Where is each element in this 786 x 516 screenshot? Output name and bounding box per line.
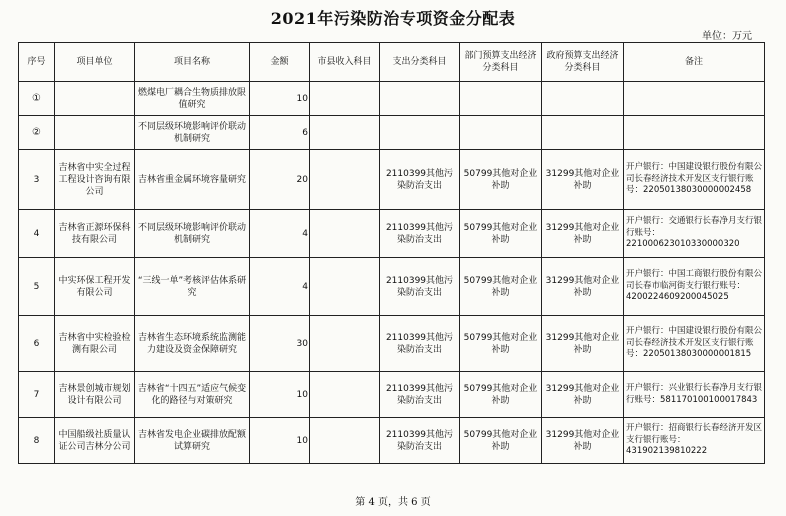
amount: 10 <box>250 82 310 116</box>
dept-budget-subject: 50799其他对企业补助 <box>460 316 542 372</box>
amount: 10 <box>250 372 310 418</box>
remark: 开户银行：交通银行长春净月支行银行账号：221000623010330000320 <box>624 210 765 258</box>
remark: 开户银行：中国建设银行股份有限公司长春经济技术开发区支行银行账号：22050138030000001815 <box>624 316 765 372</box>
revenue-subject <box>310 150 380 210</box>
amount: 20 <box>250 150 310 210</box>
remark <box>624 116 765 150</box>
expense-subject <box>380 82 460 116</box>
table-row <box>19 418 765 464</box>
dept-budget-subject: 50799其他对企业补助 <box>460 258 542 316</box>
table-row <box>19 82 765 116</box>
row-number: 8 <box>19 418 55 464</box>
expense-subject: 2110399其他污染防治支出 <box>380 372 460 418</box>
gov-budget-subject: 31299其他对企业补助 <box>542 418 624 464</box>
expense-subject <box>380 116 460 150</box>
project-name: 不同层级环境影响评价联动机制研究 <box>135 116 250 150</box>
row-number: ① <box>19 82 55 116</box>
gov-budget-subject: 31299其他对企业补助 <box>542 150 624 210</box>
project-unit: 中国船级社质量认证公司吉林分公司 <box>55 418 135 464</box>
table-row <box>19 372 765 418</box>
project-unit: 吉林省中实全过程工程设计咨询有限公司 <box>55 150 135 210</box>
revenue-subject <box>310 316 380 372</box>
project-unit <box>55 116 135 150</box>
amount: 6 <box>250 116 310 150</box>
project-unit <box>55 82 135 116</box>
project-unit: 吉林省中实检验检测有限公司 <box>55 316 135 372</box>
gov-budget-subject <box>542 82 624 116</box>
gov-budget-subject: 31299其他对企业补助 <box>542 258 624 316</box>
revenue-subject <box>310 258 380 316</box>
dept-budget-subject <box>460 116 542 150</box>
project-name: 吉林省“十四五”适应气候变化的路径与对策研究 <box>135 372 250 418</box>
project-unit: 吉林省正源环保科技有限公司 <box>55 210 135 258</box>
dept-budget-subject: 50799其他对企业补助 <box>460 418 542 464</box>
row-number: 3 <box>19 150 55 210</box>
header-cell: 政府预算支出经济分类科目 <box>542 43 624 82</box>
remark: 开户银行：中国工商银行股份有限公司长春市临河街支行银行账号：4200224609200045025 <box>624 258 765 316</box>
dept-budget-subject: 50799其他对企业补助 <box>460 210 542 258</box>
revenue-subject <box>310 210 380 258</box>
header-cell: 市县收入科目 <box>310 43 380 82</box>
revenue-subject <box>310 116 380 150</box>
header-cell: 项目名称 <box>135 43 250 82</box>
allocation-table <box>18 42 765 464</box>
row-number: ② <box>19 116 55 150</box>
revenue-subject <box>310 372 380 418</box>
project-name: 不同层级环境影响评价联动机制研究 <box>135 210 250 258</box>
row-number: 6 <box>19 316 55 372</box>
expense-subject: 2110399其他污染防治支出 <box>380 210 460 258</box>
expense-subject: 2110399其他污染防治支出 <box>380 418 460 464</box>
project-name: “三线一单”考核评估体系研究 <box>135 258 250 316</box>
project-unit: 中实环保工程开发有限公司 <box>55 258 135 316</box>
project-unit: 吉林景创城市规划设计有限公司 <box>55 372 135 418</box>
header-row <box>19 43 765 82</box>
page-footer: 第 4 页，共 6 页 <box>355 497 431 508</box>
revenue-subject <box>310 418 380 464</box>
header-cell: 项目单位 <box>55 43 135 82</box>
row-number: 5 <box>19 258 55 316</box>
header-cell: 序号 <box>19 43 55 82</box>
expense-subject: 2110399其他污染防治支出 <box>380 150 460 210</box>
project-name: 吉林省重金属环境容量研究 <box>135 150 250 210</box>
project-name: 吉林省发电企业碳排放配额试算研究 <box>135 418 250 464</box>
remark: 开户银行：中国建设银行股份有限公司长春经济技术开发区支行银行账号：22050138030000002458 <box>624 150 765 210</box>
expense-subject: 2110399其他污染防治支出 <box>380 258 460 316</box>
table-row <box>19 116 765 150</box>
header-cell: 金额 <box>250 43 310 82</box>
unit-label: 单位：万元 <box>702 31 752 42</box>
expense-subject: 2110399其他污染防治支出 <box>380 316 460 372</box>
page-title: 2021年污染防治专项资金分配表 <box>270 9 516 28</box>
table-row <box>19 316 765 372</box>
header-cell: 部门预算支出经济分类科目 <box>460 43 542 82</box>
project-name: 吉林省生态环境系统监测能力建设及资金保障研究 <box>135 316 250 372</box>
row-number: 4 <box>19 210 55 258</box>
table-row <box>19 210 765 258</box>
gov-budget-subject: 31299其他对企业补助 <box>542 316 624 372</box>
table-row <box>19 258 765 316</box>
dept-budget-subject: 50799其他对企业补助 <box>460 150 542 210</box>
header-cell: 支出分类科目 <box>380 43 460 82</box>
revenue-subject <box>310 82 380 116</box>
amount: 4 <box>250 258 310 316</box>
remark: 开户银行：兴业银行长春净月支行银行账号：581170100100017843 <box>624 372 765 418</box>
table-row <box>19 150 765 210</box>
dept-budget-subject: 50799其他对企业补助 <box>460 372 542 418</box>
dept-budget-subject <box>460 82 542 116</box>
remark: 开户银行：招商银行长春经济开发区支行银行账号：431902139810222 <box>624 418 765 464</box>
remark <box>624 82 765 116</box>
amount: 10 <box>250 418 310 464</box>
amount: 4 <box>250 210 310 258</box>
row-number: 7 <box>19 372 55 418</box>
gov-budget-subject: 31299其他对企业补助 <box>542 210 624 258</box>
header-cell: 备注 <box>624 43 765 82</box>
project-name: 燃煤电厂耦合生物质排放限值研究 <box>135 82 250 116</box>
gov-budget-subject: 31299其他对企业补助 <box>542 372 624 418</box>
gov-budget-subject <box>542 116 624 150</box>
amount: 30 <box>250 316 310 372</box>
